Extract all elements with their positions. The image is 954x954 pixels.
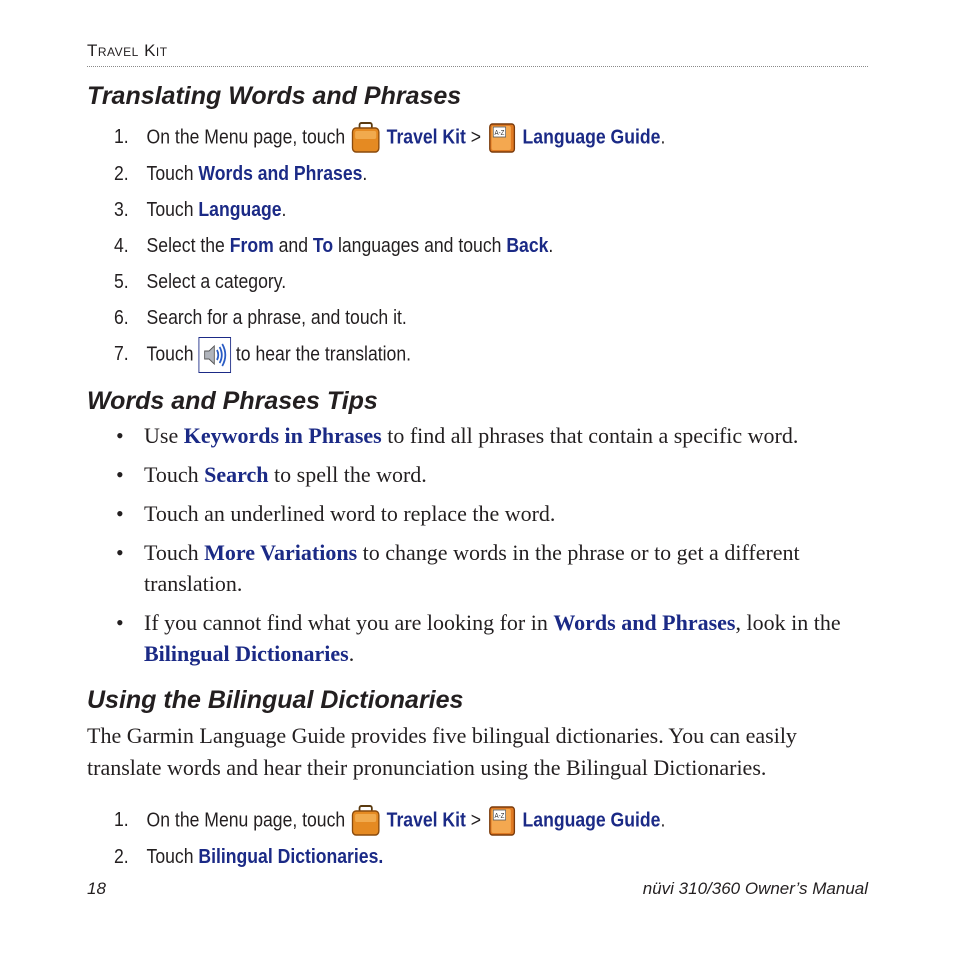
tip-text: , look in the — [735, 610, 841, 635]
step-number: 2. — [114, 163, 129, 185]
bullet-dot: • — [116, 501, 124, 526]
tip-text: Touch — [144, 462, 199, 487]
step-text: Search for a phrase, and touch it. — [146, 307, 407, 329]
tip-text: to change words in the phrase or to get a different translation. — [144, 540, 800, 596]
language-guide-icon — [486, 803, 518, 839]
tip-punct: . — [348, 641, 355, 666]
step-text: to hear the translation. — [235, 343, 412, 366]
step-number: 2. — [114, 846, 129, 868]
step-punct: . — [281, 199, 287, 221]
step-text: Touch — [146, 163, 194, 185]
from-link: From — [229, 235, 274, 257]
page-number: 18 — [87, 879, 106, 898]
step-text: languages and touch — [337, 235, 502, 257]
tip-text: Touch — [144, 540, 199, 565]
step-text: Touch — [146, 199, 194, 221]
step-punct: . — [548, 235, 554, 257]
step-number: 3. — [114, 199, 129, 221]
words-and-phrases-link: Words and Phrases — [198, 163, 363, 185]
more-variations-link: More Variations — [204, 540, 358, 565]
step-number: 4. — [114, 235, 129, 257]
svg-text:A-Z: A-Z — [494, 812, 505, 821]
manual-title: nüvi 310/360 Owner’s Manual — [642, 879, 868, 898]
step-number: 7. — [114, 343, 129, 366]
step-text: On the Menu page, touch — [146, 809, 346, 832]
heading-translating: Translating Words and Phrases — [87, 82, 462, 110]
s1-step-4 — [114, 235, 553, 258]
travel-kit-icon — [350, 803, 382, 839]
svg-text:A-Z: A-Z — [494, 129, 505, 138]
heading-tips: Words and Phrases Tips — [87, 387, 378, 415]
language-guide-link: Language Guide — [522, 126, 661, 149]
step-number: 6. — [114, 307, 129, 329]
travel-kit-link: Travel Kit — [386, 809, 466, 832]
to-link: To — [312, 235, 334, 257]
bullet-dot: • — [116, 462, 124, 487]
search-link: Search — [204, 462, 269, 487]
tip-text: If you cannot find what you are looking for in — [144, 610, 548, 635]
step-text: On the Menu page, touch — [146, 126, 346, 149]
travel-kit-link: Travel Kit — [386, 126, 466, 149]
language-guide-icon — [486, 120, 518, 156]
step-text: and — [278, 235, 308, 257]
bullet-dot: • — [116, 423, 124, 448]
step-text: Touch — [146, 846, 194, 868]
tip-text: Touch an underlined word to replace the word. — [144, 501, 556, 526]
step-punct: . — [660, 809, 666, 832]
travel-kit-icon — [350, 120, 382, 156]
back-link: Back — [506, 235, 549, 257]
bilingual-paragraph: The Garmin Language Guide provides five bilingual dictionaries. You can easily translate words and hear their pronunciation using the Bilingual Dictionaries. — [87, 723, 797, 780]
bilingual-dictionaries-link: Bilingual Dictionaries — [144, 641, 349, 666]
header-rule — [87, 66, 868, 67]
step-number: 5. — [114, 271, 129, 293]
separator: > — [470, 126, 482, 149]
step-text: Select a category. — [146, 271, 287, 293]
s3-step-2 — [114, 846, 383, 869]
s1-step-7 — [114, 337, 411, 373]
step-text: Touch — [146, 343, 194, 366]
s1-step-1 — [114, 120, 665, 156]
speaker-icon — [198, 337, 231, 373]
s1-step-2 — [114, 163, 367, 186]
s1-step-3 — [114, 199, 286, 222]
section-header: Travel Kit — [87, 41, 168, 60]
heading-bilingual: Using the Bilingual Dictionaries — [87, 686, 464, 714]
tip-text: Use — [144, 423, 179, 448]
bullet-dot: • — [116, 540, 124, 565]
bullet-dot: • — [116, 610, 124, 635]
tip-text: to find all phrases that contain a specific word. — [387, 423, 799, 448]
language-link: Language — [198, 199, 282, 221]
bilingual-dictionaries-link: Bilingual Dictionaries. — [198, 846, 384, 868]
step-punct: . — [362, 163, 368, 185]
step-number: 1. — [114, 809, 129, 832]
s3-step-1 — [114, 803, 665, 839]
separator: > — [470, 809, 482, 832]
language-guide-link: Language Guide — [522, 809, 661, 832]
keywords-in-phrases-link: Keywords in Phrases — [183, 423, 382, 448]
step-punct: . — [660, 126, 666, 149]
words-and-phrases-link: Words and Phrases — [553, 610, 736, 635]
step-number: 1. — [114, 126, 129, 149]
s1-step-5 — [114, 271, 286, 294]
step-text: Select the — [146, 235, 225, 257]
tip-text: to spell the word. — [274, 462, 427, 487]
s1-step-6 — [114, 307, 407, 330]
